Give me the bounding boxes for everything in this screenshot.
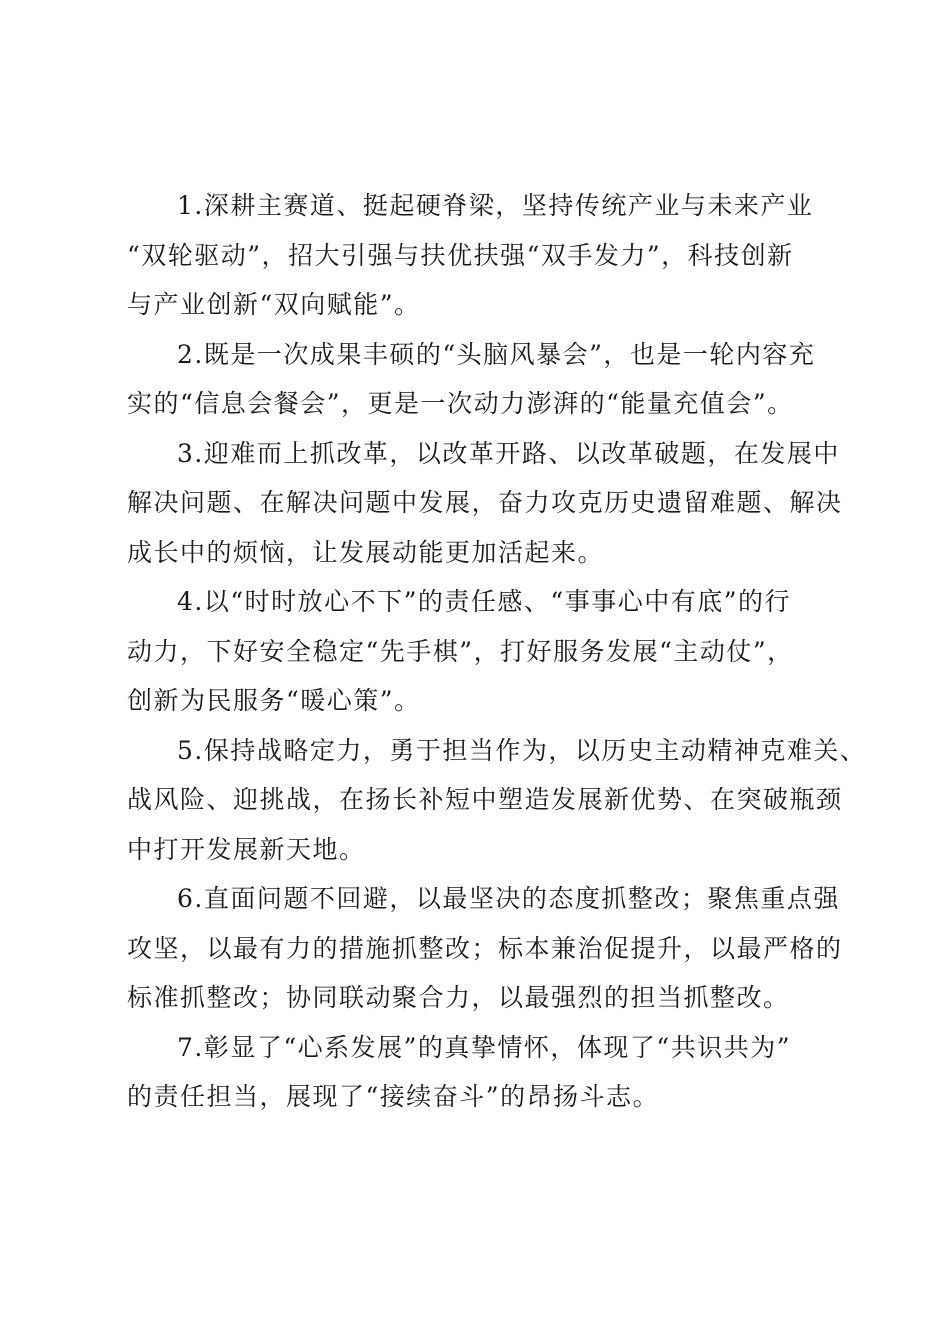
paragraph-line: 标准抓整改；协同联动聚合力，以最强烈的担当抓整改。 (127, 983, 790, 1012)
paragraph-line: 战风险、迎挑战，在扬长补短中塑造发展新优势、在突破瓶颈 (127, 785, 843, 814)
paragraph-line: 3.迎难而上抓改革，以改革开路、以改革破题，在发展中 (177, 438, 840, 468)
paragraph-line: 动力，下好安全稳定“先手棋”，打好服务发展“主动仗”， (127, 636, 794, 666)
paragraph-line: 创新为民服务“暖心策”。 (127, 686, 421, 715)
paragraph-line: 实的“信息会餐会”，更是一次动力澎湃的“能量充值会”。 (127, 389, 794, 418)
document-body (127, 181, 867, 1122)
paragraph-5 (127, 726, 867, 875)
paragraph-line: 4.以“时时放心不下”的责任感、“事事心中有底”的行 (177, 587, 791, 616)
paragraph-line: 成长中的烦恼，让发展动能更加活起来。 (127, 537, 605, 567)
paragraph-line: 7.彰显了“心系发展”的真挚情怀，体现了“共识共为” (177, 1032, 791, 1062)
paragraph-line: 6.直面问题不回避，以最坚决的态度抓整改；聚焦重点强 (177, 884, 840, 913)
paragraph-line: 与产业创新“双向赋能”。 (127, 290, 421, 319)
paragraph-line: 中打开发展新天地。 (127, 834, 366, 864)
paragraph-line: 2.既是一次成果丰硕的“头脑风暴会”，也是一轮内容充 (177, 339, 816, 369)
paragraph-3 (127, 429, 843, 578)
paragraph-7 (127, 1023, 827, 1122)
paragraph-line: 1.深耕主赛道、挺起硬脊梁，坚持传统产业与未来产业 (177, 191, 814, 220)
paragraph-line: 解决问题、在解决问题中发展，奋力攻克历史遗留难题、解决 (127, 488, 843, 517)
paragraph-line: 5.保持战略定力，勇于担当作为，以历史主动精神克难关、 (177, 735, 867, 765)
paragraph-line: 的责任担当，展现了“接续奋斗”的昂扬斗志。 (127, 1082, 660, 1111)
paragraph-line: “双轮驱动”，招大引强与扶优扶强“双手发力”，科技创新 (127, 240, 794, 270)
paragraph-4 (127, 577, 827, 726)
paragraph-1 (127, 181, 827, 330)
paragraph-6 (127, 874, 843, 1023)
paragraph-line: 攻坚，以最有力的措施抓整改；标本兼治促提升，以最严格的 (127, 933, 843, 963)
paragraph-2 (127, 330, 827, 429)
